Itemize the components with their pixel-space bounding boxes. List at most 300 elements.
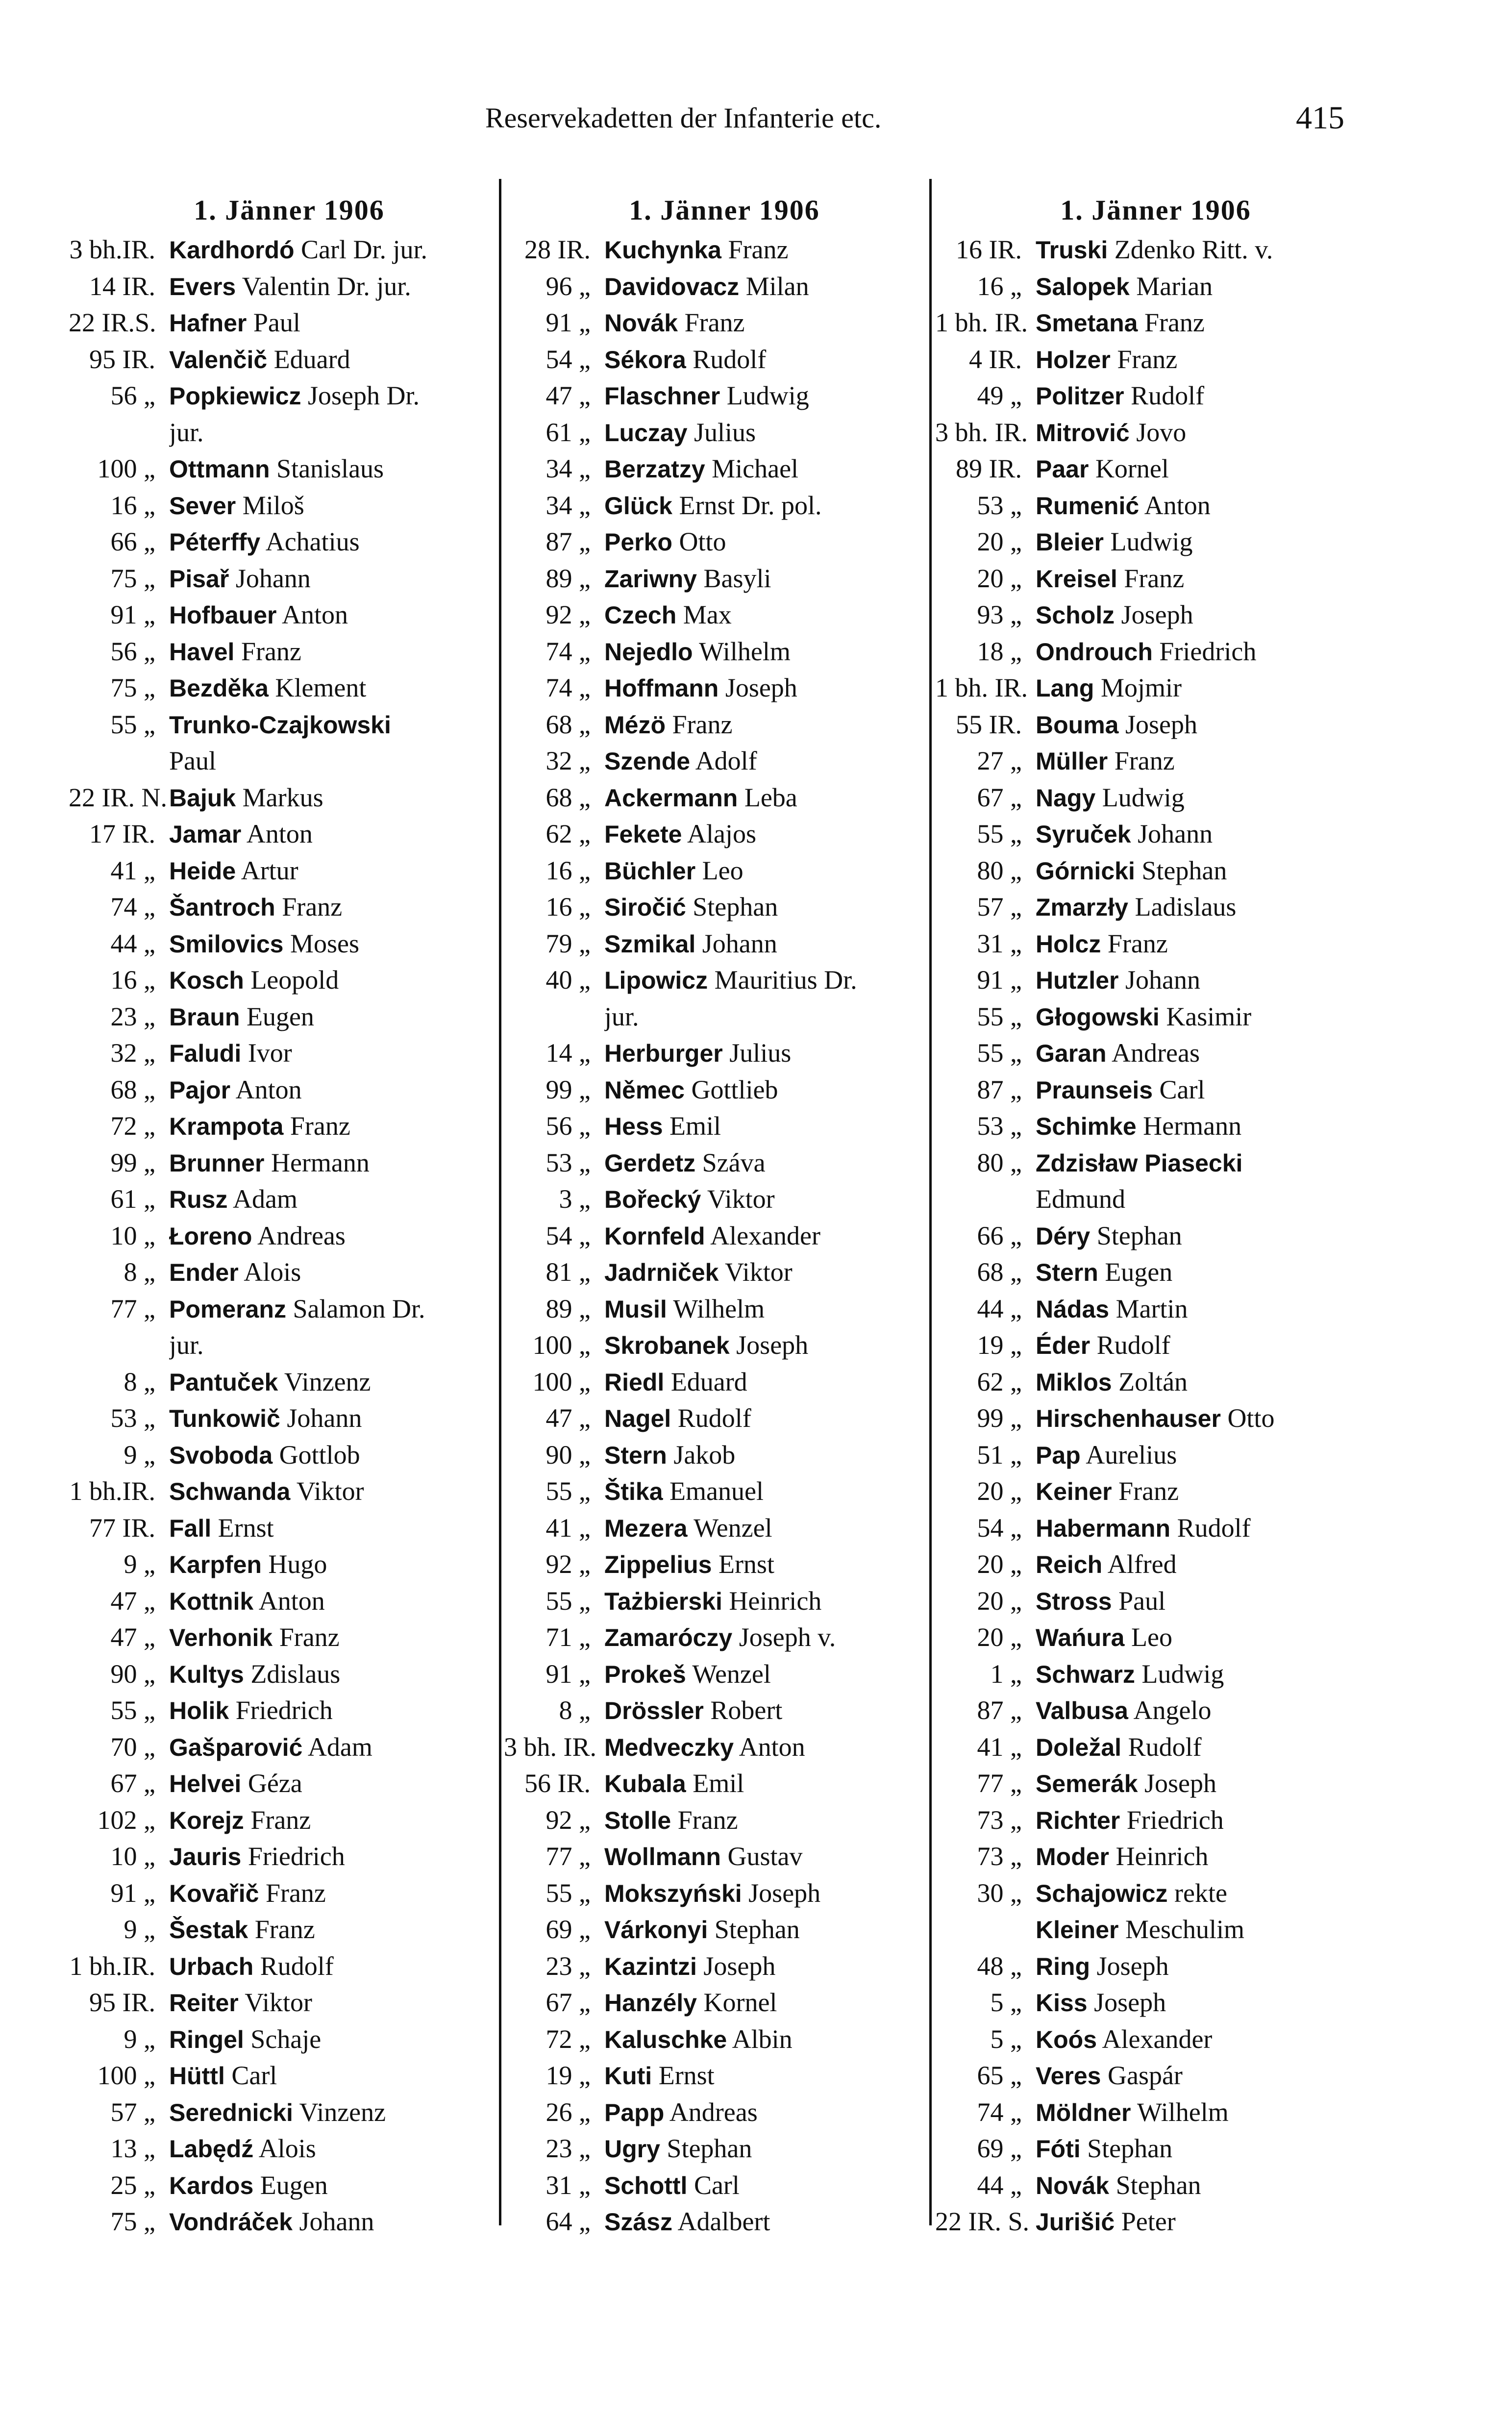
surname: Szende bbox=[604, 748, 691, 775]
regiment-number: 92 „ bbox=[545, 1805, 591, 1835]
given-name: Emil bbox=[669, 1111, 721, 1141]
cadet-name bbox=[169, 1839, 510, 1875]
surname: Heide bbox=[169, 857, 236, 885]
regiment-number: 74 „ bbox=[977, 2097, 1022, 2127]
cadet-name bbox=[604, 2058, 945, 2095]
surname: Semerák bbox=[1036, 1770, 1138, 1797]
regiment-number: 77 „ bbox=[977, 1769, 1022, 1798]
surname: Karpfen bbox=[169, 1551, 262, 1578]
surname: Hafner bbox=[169, 309, 247, 337]
given-name: Anton bbox=[1144, 490, 1211, 520]
regiment-number: 55 „ bbox=[977, 1001, 1022, 1031]
cadet-name bbox=[1036, 2095, 1376, 2131]
cadet-name bbox=[604, 2131, 945, 2168]
cadet-name bbox=[1036, 1181, 1376, 1218]
regiment-number: 16 „ bbox=[977, 271, 1022, 301]
list-item bbox=[69, 1218, 510, 1255]
list-item bbox=[69, 1693, 510, 1729]
surname: Zmarzły bbox=[1036, 894, 1128, 921]
regiment-number: 22 IR. S. bbox=[935, 2207, 1030, 2236]
list-item bbox=[504, 1035, 945, 1072]
list-item bbox=[935, 1364, 1376, 1401]
surname: Pisař bbox=[169, 565, 229, 593]
given-name: Vinzenz bbox=[284, 1367, 371, 1397]
given-name: Leba bbox=[744, 782, 797, 812]
given-name: Stephan bbox=[1141, 855, 1227, 885]
cadet-name bbox=[1036, 1839, 1376, 1875]
given-name: Johann bbox=[235, 563, 311, 593]
regiment-number: 23 „ bbox=[545, 1951, 591, 1981]
surname: Valbusa bbox=[1036, 1697, 1128, 1724]
surname: Verhonik bbox=[169, 1624, 273, 1651]
given-name: Angelo bbox=[1133, 1696, 1212, 1725]
given-name: Eduard bbox=[273, 344, 350, 374]
page-number: 415 bbox=[1296, 100, 1344, 136]
surname: Trunko-Czajkowski bbox=[169, 711, 391, 739]
regiment-number: 41 „ bbox=[977, 1732, 1022, 1762]
surname: Hirschenhauser bbox=[1036, 1405, 1221, 1432]
surname: Górnicki bbox=[1036, 857, 1135, 885]
list-item bbox=[935, 415, 1376, 451]
regiment-number: 30 „ bbox=[977, 1878, 1022, 1908]
cadet-name bbox=[604, 1364, 945, 1401]
given-name: Friedrich bbox=[1159, 636, 1257, 666]
cadet-name bbox=[169, 1510, 510, 1547]
surname: Ackermann bbox=[604, 784, 738, 812]
given-name: jur. bbox=[604, 1001, 639, 1031]
list-item bbox=[504, 1473, 945, 1510]
cadet-name bbox=[169, 488, 510, 524]
given-name: Gaspár bbox=[1107, 2061, 1183, 2090]
given-name: Rudolf bbox=[1096, 1330, 1170, 1360]
surname: Bouma bbox=[1036, 711, 1119, 739]
list-item bbox=[504, 1875, 945, 1912]
cadet-name bbox=[1036, 2131, 1376, 2168]
given-name: Emil bbox=[693, 1769, 744, 1798]
surname: Herburger bbox=[604, 1040, 723, 1067]
cadet-name bbox=[604, 1620, 945, 1656]
given-name: Anton bbox=[739, 1732, 805, 1762]
given-name: Mojmir bbox=[1100, 673, 1182, 702]
surname: Svoboda bbox=[169, 1441, 273, 1469]
surname: Popkiewicz bbox=[169, 382, 301, 410]
regiment-number: 62 „ bbox=[977, 1367, 1022, 1397]
column-heading: 1. Jänner 1906 bbox=[629, 194, 820, 226]
list-item bbox=[69, 670, 510, 707]
list-item bbox=[504, 305, 945, 342]
given-name: Albin bbox=[732, 2024, 793, 2054]
given-name: Valentin Dr. jur. bbox=[242, 271, 411, 301]
cadet-name bbox=[1036, 780, 1376, 817]
given-name: Joseph bbox=[1144, 1769, 1216, 1798]
cadet-name bbox=[169, 2131, 510, 2168]
regiment-number: 89 „ bbox=[545, 563, 591, 593]
given-name: Franz bbox=[250, 1805, 311, 1835]
regiment-number: 47 „ bbox=[545, 1403, 591, 1433]
regiment-number: 87 „ bbox=[977, 1074, 1022, 1104]
list-item bbox=[935, 853, 1376, 890]
given-name: Joseph bbox=[748, 1878, 821, 1908]
regiment-number: 54 „ bbox=[977, 1513, 1022, 1543]
cadet-name bbox=[604, 1948, 945, 1985]
surname: Stern bbox=[1036, 1259, 1098, 1286]
list-item bbox=[935, 889, 1376, 926]
regiment-number: 68 „ bbox=[545, 782, 591, 812]
cadet-name bbox=[1036, 1108, 1376, 1145]
given-name: Friedrich bbox=[248, 1842, 345, 1871]
regiment-number: 8 „ bbox=[124, 1257, 155, 1287]
cadet-name bbox=[1036, 1400, 1376, 1437]
given-name: Ludwig bbox=[1102, 782, 1185, 812]
regiment-number: 3 bh. IR. bbox=[504, 1732, 596, 1762]
list-item bbox=[69, 780, 510, 817]
cadet-name bbox=[169, 1291, 510, 1328]
list-item bbox=[935, 1072, 1376, 1109]
regiment-number: 67 „ bbox=[545, 1988, 591, 2017]
surname: Faludi bbox=[169, 1040, 242, 1067]
regiment-number: 28 IR. bbox=[524, 235, 591, 264]
cadet-name bbox=[604, 488, 945, 524]
list-item bbox=[935, 1583, 1376, 1620]
surname: Doležal bbox=[1036, 1733, 1122, 1761]
given-name: Gottlieb bbox=[691, 1074, 778, 1104]
list-item bbox=[69, 1656, 510, 1693]
regiment-number: 49 „ bbox=[977, 381, 1022, 410]
given-name: Kornel bbox=[703, 1988, 777, 2017]
list-item bbox=[504, 1656, 945, 1693]
list-item bbox=[69, 816, 510, 853]
regiment-number: 66 „ bbox=[977, 1221, 1022, 1250]
cadet-name bbox=[604, 305, 945, 342]
list-item bbox=[69, 415, 510, 451]
regiment-number: 56 IR. bbox=[524, 1769, 591, 1798]
surname: Ringel bbox=[169, 2025, 244, 2053]
given-name: Ernst bbox=[718, 1549, 774, 1579]
cadet-name bbox=[604, 1473, 945, 1510]
cadet-name bbox=[1036, 305, 1376, 342]
list-item bbox=[69, 2095, 510, 2131]
surname: Głogowski bbox=[1036, 1003, 1160, 1031]
given-name: Robert bbox=[710, 1696, 783, 1725]
list-item bbox=[69, 524, 510, 561]
given-name: Stephan bbox=[667, 2134, 752, 2163]
given-name: Martin bbox=[1115, 1294, 1188, 1323]
given-name: Hermann bbox=[1143, 1111, 1242, 1141]
cadet-name bbox=[1036, 415, 1376, 451]
surname: Smilovics bbox=[169, 930, 284, 958]
given-name: Eugen bbox=[260, 2170, 328, 2200]
given-name: Rudolf bbox=[260, 1951, 334, 1981]
cadet-name bbox=[1036, 2058, 1376, 2095]
regiment-number: 68 „ bbox=[545, 709, 591, 739]
list-item bbox=[935, 1291, 1376, 1328]
regiment-number: 3 „ bbox=[559, 1184, 591, 1214]
cadet-name bbox=[1036, 1729, 1376, 1766]
list-item bbox=[504, 1766, 945, 1802]
cadet-name bbox=[604, 415, 945, 451]
regiment-number: 61 „ bbox=[545, 417, 591, 447]
list-item bbox=[935, 1948, 1376, 1985]
cadet-name bbox=[604, 853, 945, 890]
given-name: Moses bbox=[290, 928, 359, 958]
surname: Pap bbox=[1036, 1441, 1081, 1469]
list-item bbox=[69, 999, 510, 1036]
given-name: Aurelius bbox=[1086, 1440, 1177, 1470]
list-item bbox=[935, 926, 1376, 963]
surname: Štika bbox=[604, 1478, 663, 1505]
regiment-number: 8 „ bbox=[559, 1696, 591, 1725]
regiment-number: 89 „ bbox=[545, 1294, 591, 1323]
list-item bbox=[69, 926, 510, 963]
regiment-number: 100 „ bbox=[532, 1367, 591, 1397]
cadet-name bbox=[169, 926, 510, 963]
list-item bbox=[504, 707, 945, 744]
given-name: Rudolf bbox=[1131, 381, 1205, 410]
cadet-name bbox=[169, 2058, 510, 2095]
list-item bbox=[69, 634, 510, 671]
surname: Veres bbox=[1036, 2062, 1101, 2090]
surname: Bořecký bbox=[604, 1186, 701, 1213]
given-name: Rudolf bbox=[1128, 1732, 1202, 1762]
list-item bbox=[935, 2021, 1376, 2058]
cadet-name bbox=[1036, 889, 1376, 926]
regiment-number: 25 „ bbox=[110, 2170, 155, 2200]
list-item bbox=[935, 780, 1376, 817]
list-item bbox=[935, 1035, 1376, 1072]
surname: Rumenić bbox=[1036, 492, 1140, 520]
surname: Hoffmann bbox=[604, 674, 719, 702]
given-name: Wilhelm bbox=[1137, 2097, 1229, 2127]
regiment-number: 44 „ bbox=[977, 1294, 1022, 1323]
given-name: Johann bbox=[702, 928, 777, 958]
list-item bbox=[69, 451, 510, 488]
regiment-number: 20 „ bbox=[977, 1549, 1022, 1579]
given-name: Otto bbox=[679, 527, 726, 556]
surname: Kreisel bbox=[1036, 565, 1117, 593]
list-item bbox=[504, 1546, 945, 1583]
given-name: Julius bbox=[729, 1038, 792, 1068]
cadet-name bbox=[604, 1729, 945, 1766]
cadet-name bbox=[169, 1364, 510, 1401]
regiment-number: 55 „ bbox=[110, 709, 155, 739]
surname: Němec bbox=[604, 1076, 685, 1104]
list-item bbox=[69, 1437, 510, 1474]
surname: Krampota bbox=[169, 1113, 284, 1140]
list-item bbox=[69, 2131, 510, 2168]
list-item bbox=[69, 305, 510, 342]
cadet-name bbox=[604, 232, 945, 269]
cadet-name bbox=[169, 1218, 510, 1255]
regiment-number: 17 IR. bbox=[89, 819, 155, 848]
list-item bbox=[504, 2204, 945, 2241]
given-name: Géza bbox=[248, 1769, 302, 1798]
regiment-number: 99 „ bbox=[977, 1403, 1022, 1433]
list-item bbox=[935, 1181, 1376, 1218]
surname: Pajor bbox=[169, 1076, 231, 1104]
regiment-number: 9 „ bbox=[124, 1915, 155, 1944]
list-item bbox=[935, 816, 1376, 853]
regiment-number: 44 „ bbox=[977, 2170, 1022, 2200]
regiment-number: 64 „ bbox=[545, 2207, 591, 2236]
surname: Szmikal bbox=[604, 930, 696, 958]
given-name: Kasimir bbox=[1166, 1001, 1252, 1031]
list-item bbox=[69, 488, 510, 524]
surname: Prokeš bbox=[604, 1660, 686, 1688]
regiment-number: 61 „ bbox=[110, 1184, 155, 1214]
given-name: Julius bbox=[694, 417, 756, 447]
list-item bbox=[504, 999, 945, 1036]
surname: Hanzély bbox=[604, 1989, 697, 2017]
given-name: Eduard bbox=[670, 1367, 747, 1397]
surname: Miklos bbox=[1036, 1368, 1112, 1396]
cadet-name bbox=[604, 1510, 945, 1547]
given-name: Stephan bbox=[693, 892, 778, 922]
regiment-number: 16 „ bbox=[545, 892, 591, 922]
regiment-number: 67 „ bbox=[977, 782, 1022, 812]
surname: Rusz bbox=[169, 1186, 228, 1213]
list-item bbox=[935, 2168, 1376, 2204]
cadet-name bbox=[1036, 1072, 1376, 1109]
surname: Kuchynka bbox=[604, 236, 721, 264]
regiment-number: 16 „ bbox=[110, 490, 155, 520]
surname: Kottnik bbox=[169, 1587, 254, 1615]
list-item bbox=[504, 1948, 945, 1985]
surname: Czech bbox=[604, 601, 677, 629]
cadet-name bbox=[1036, 1656, 1376, 1693]
cadet-name bbox=[604, 2095, 945, 2131]
list-item bbox=[504, 1839, 945, 1875]
regiment-number: 4 IR. bbox=[969, 344, 1022, 374]
list-item bbox=[504, 816, 945, 853]
list-item bbox=[504, 597, 945, 634]
list-item bbox=[504, 1693, 945, 1729]
given-name: Franz bbox=[1118, 1476, 1179, 1506]
cadet-name bbox=[604, 2204, 945, 2241]
regiment-number: 1 bh.IR. bbox=[69, 1951, 155, 1981]
surname: Péterffy bbox=[169, 528, 261, 556]
cadet-name bbox=[169, 1766, 510, 1802]
regiment-number: 47 „ bbox=[110, 1622, 155, 1652]
surname: Kaluschke bbox=[604, 2025, 727, 2053]
given-name: Alois bbox=[258, 2134, 316, 2163]
cadet-name bbox=[604, 1875, 945, 1912]
given-name: Franz bbox=[241, 636, 301, 666]
cadet-name bbox=[169, 853, 510, 890]
cadet-name bbox=[1036, 634, 1376, 671]
cadet-name bbox=[169, 670, 510, 707]
cadet-name bbox=[604, 269, 945, 305]
list-item bbox=[504, 1583, 945, 1620]
given-name: Franz bbox=[282, 892, 343, 922]
regiment-number: 16 „ bbox=[545, 855, 591, 885]
cadet-name bbox=[169, 1254, 510, 1291]
list-item bbox=[935, 269, 1376, 305]
list-item bbox=[504, 962, 945, 999]
given-name: Johann bbox=[287, 1403, 362, 1433]
surname: Garan bbox=[1036, 1040, 1107, 1067]
regiment-number: 10 „ bbox=[110, 1842, 155, 1871]
regiment-number: 90 „ bbox=[545, 1440, 591, 1470]
cadet-name bbox=[604, 1035, 945, 1072]
surname: Schwarz bbox=[1036, 1660, 1135, 1688]
list-item bbox=[69, 269, 510, 305]
list-item bbox=[935, 451, 1376, 488]
cadet-name bbox=[604, 780, 945, 817]
surname: Lang bbox=[1036, 674, 1094, 702]
cadet-name bbox=[604, 451, 945, 488]
list-item bbox=[69, 1766, 510, 1802]
list-item bbox=[69, 1181, 510, 1218]
cadet-name bbox=[169, 2095, 510, 2131]
given-name: Zdislaus bbox=[250, 1659, 341, 1689]
list-item bbox=[69, 232, 510, 269]
surname: Ring bbox=[1036, 1952, 1091, 1980]
regiment-number: 57 „ bbox=[110, 2097, 155, 2127]
given-name: Friedrich bbox=[235, 1696, 333, 1725]
given-name: Franz bbox=[290, 1111, 350, 1141]
cadet-name bbox=[169, 1473, 510, 1510]
list-item bbox=[504, 2131, 945, 2168]
list-item bbox=[504, 451, 945, 488]
given-name: Miloš bbox=[242, 490, 304, 520]
cadet-name bbox=[169, 1437, 510, 1474]
column-2 bbox=[504, 189, 945, 2247]
regiment-number: 67 „ bbox=[110, 1769, 155, 1798]
cadet-name bbox=[169, 1145, 510, 1182]
given-name: Paul bbox=[253, 308, 300, 337]
given-name: Salamon Dr. bbox=[293, 1294, 425, 1323]
regiment-number: 13 „ bbox=[110, 2134, 155, 2163]
surname: Koós bbox=[1036, 2025, 1097, 2053]
cadet-name bbox=[604, 1145, 945, 1182]
regiment-number: 75 „ bbox=[110, 563, 155, 593]
given-name: Zoltán bbox=[1118, 1367, 1188, 1397]
cadet-name bbox=[1036, 1985, 1376, 2021]
given-name: Emanuel bbox=[669, 1476, 764, 1506]
list-item bbox=[935, 1218, 1376, 1255]
regiment-number: 91 „ bbox=[977, 965, 1022, 995]
list-item bbox=[504, 488, 945, 524]
surname: Hofbauer bbox=[169, 601, 277, 629]
list-item bbox=[935, 707, 1376, 744]
regiment-number: 1 „ bbox=[990, 1659, 1022, 1689]
list-item bbox=[935, 2131, 1376, 2168]
cadet-name bbox=[1036, 378, 1376, 415]
given-name: Eugen bbox=[1105, 1257, 1173, 1287]
list-item bbox=[69, 1985, 510, 2021]
regiment-number: 26 „ bbox=[545, 2097, 591, 2127]
surname: Medveczky bbox=[604, 1733, 734, 1761]
cadet-name bbox=[604, 2168, 945, 2204]
surname: Stolle bbox=[604, 1806, 671, 1834]
cadet-name bbox=[169, 889, 510, 926]
given-name: Paul bbox=[1118, 1586, 1166, 1616]
surname: Praunseis bbox=[1036, 1076, 1153, 1104]
surname: Novák bbox=[1036, 2171, 1110, 2199]
regiment-number: 54 „ bbox=[545, 344, 591, 374]
given-name: Jovo bbox=[1136, 417, 1187, 447]
list-item bbox=[504, 670, 945, 707]
list-item bbox=[935, 1656, 1376, 1693]
regiment-number: 92 „ bbox=[545, 1549, 591, 1579]
given-name: Zdenko Ritt. v. bbox=[1114, 235, 1273, 264]
given-name: Joseph bbox=[1094, 1988, 1166, 2017]
regiment-number: 102 „ bbox=[97, 1805, 155, 1835]
surname: Kosch bbox=[169, 967, 244, 994]
regiment-number: 5 „ bbox=[990, 2024, 1022, 2054]
surname: Habermann bbox=[1036, 1514, 1171, 1542]
surname: Łoreno bbox=[169, 1222, 252, 1250]
